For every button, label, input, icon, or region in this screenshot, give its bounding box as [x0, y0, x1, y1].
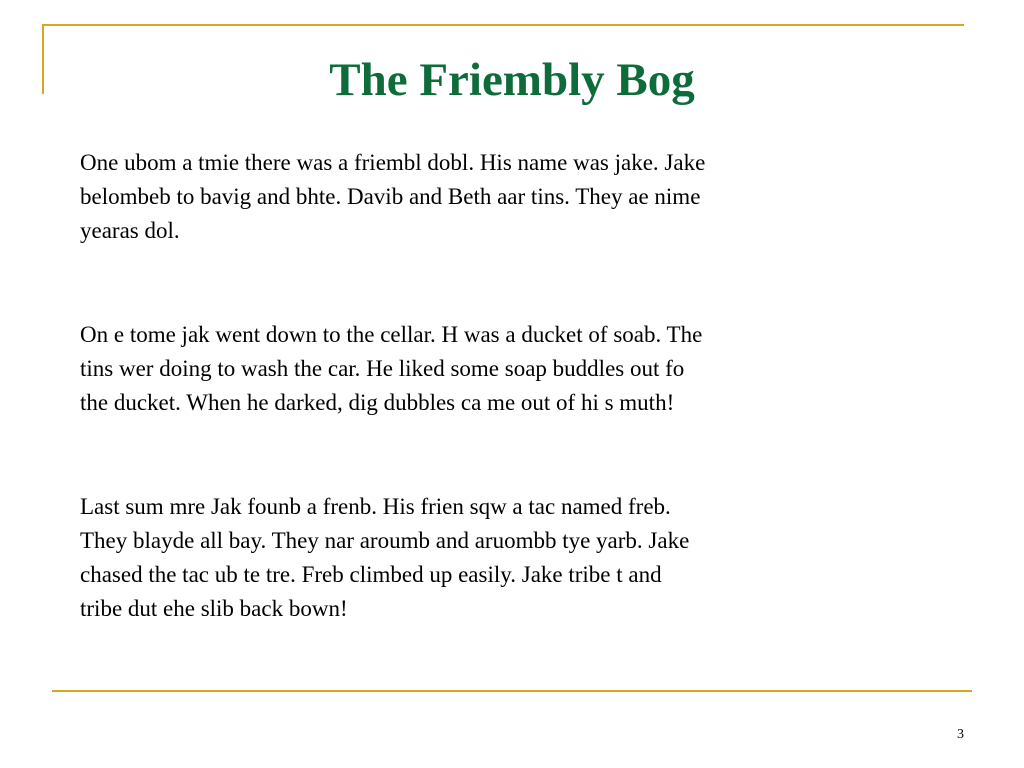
slide-title: The Friembly Bog	[329, 54, 695, 106]
top-accent-rule	[42, 24, 964, 26]
paragraph-2: On e tome jak went down to the cellar. H was a ducket of soab. The tins wer doing to wash the car. He liked some soap buddles out fo the ducket. When he darked, dig dubbles ca me out of hi s muth!	[80, 322, 703, 415]
page-number: 3	[957, 727, 964, 742]
paragraph-1: One ubom a tmie there was a friembl dobl. His name was jake. Jake belombeb to bavig and bhte. Davib and Beth aar tins. They ae nime yearas dol.	[80, 150, 706, 243]
paragraph-3: Last sum mre Jak founb a frenb. His frien sqw a tac named freb. They blayde all bay. They nar aroumb and aruombb tye yarb. Jake chased the tac ub te tre. Freb climbed up easily. Jake tribe t and tribe dut ehe slib back bown!	[80, 494, 690, 621]
footer-rule	[52, 690, 972, 692]
slide-body	[80, 146, 900, 626]
